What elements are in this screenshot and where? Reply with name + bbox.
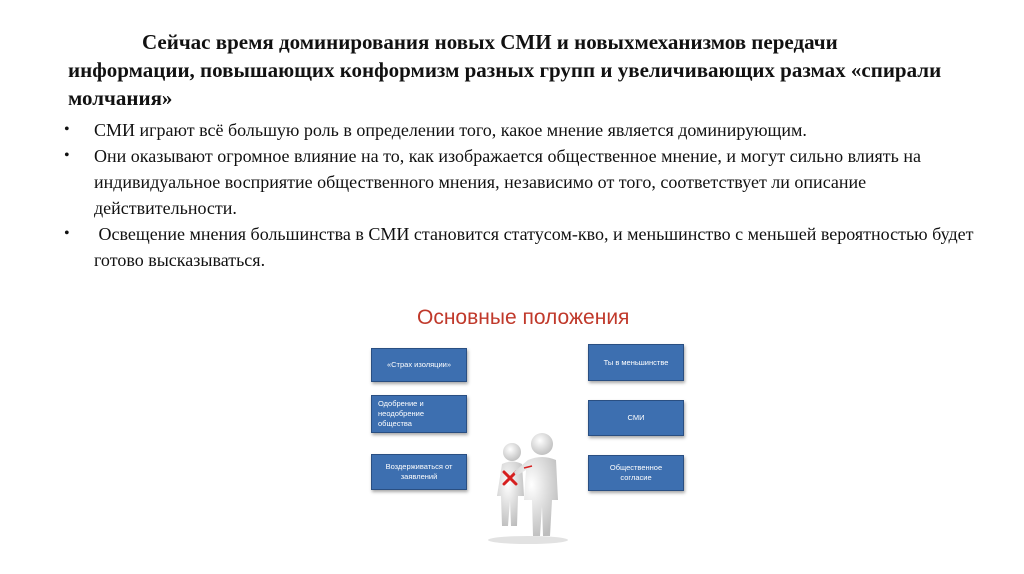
diagram-box-fear-of-isolation: «Страх изоляции» bbox=[371, 348, 467, 382]
bullet-item bbox=[58, 221, 978, 273]
bullet-marker: • bbox=[64, 225, 70, 242]
bullet-marker: • bbox=[64, 121, 70, 138]
bullet-text: Они оказывают огромное влияние на то, как изображается общественное мнение, и могут сильно влиять на индивидуальное восприятие общественного мнения, независимо от того, соответствует ли описание действительности. bbox=[94, 146, 921, 218]
bullet-item bbox=[58, 117, 978, 143]
two-people-disagreement-icon bbox=[480, 430, 580, 545]
main-points-diagram bbox=[355, 300, 700, 545]
diagram-box-media: СМИ bbox=[588, 400, 684, 436]
bullet-text: Освещение мнения большинства в СМИ становится статусом-кво, и меньшинство с меньшей вероятностью будет готово высказываться. bbox=[94, 224, 978, 270]
bullet-list bbox=[58, 117, 978, 273]
bullet-marker: • bbox=[64, 147, 70, 164]
bullet-item bbox=[58, 143, 978, 221]
diagram-box-approval: Одобрение и неодобрение общества bbox=[371, 395, 467, 433]
diagram-box-minority: Ты в меньшинстве bbox=[588, 344, 684, 381]
diagram-title: Основные положения bbox=[417, 306, 630, 329]
slide-heading: Сейчас время доминирования новых СМИ и новыхмеханизмов передачи информации, повышающих конформизм разных групп и увеличивающих размах «спирали молчания» bbox=[68, 30, 942, 110]
diagram-box-consensus: Общественное согласие bbox=[588, 455, 684, 491]
bullet-text: СМИ играют всё большую роль в определении того, какое мнение является доминирующим. bbox=[94, 120, 807, 140]
diagram-box-refrain: Воздерживаться от заявлений bbox=[371, 454, 467, 490]
